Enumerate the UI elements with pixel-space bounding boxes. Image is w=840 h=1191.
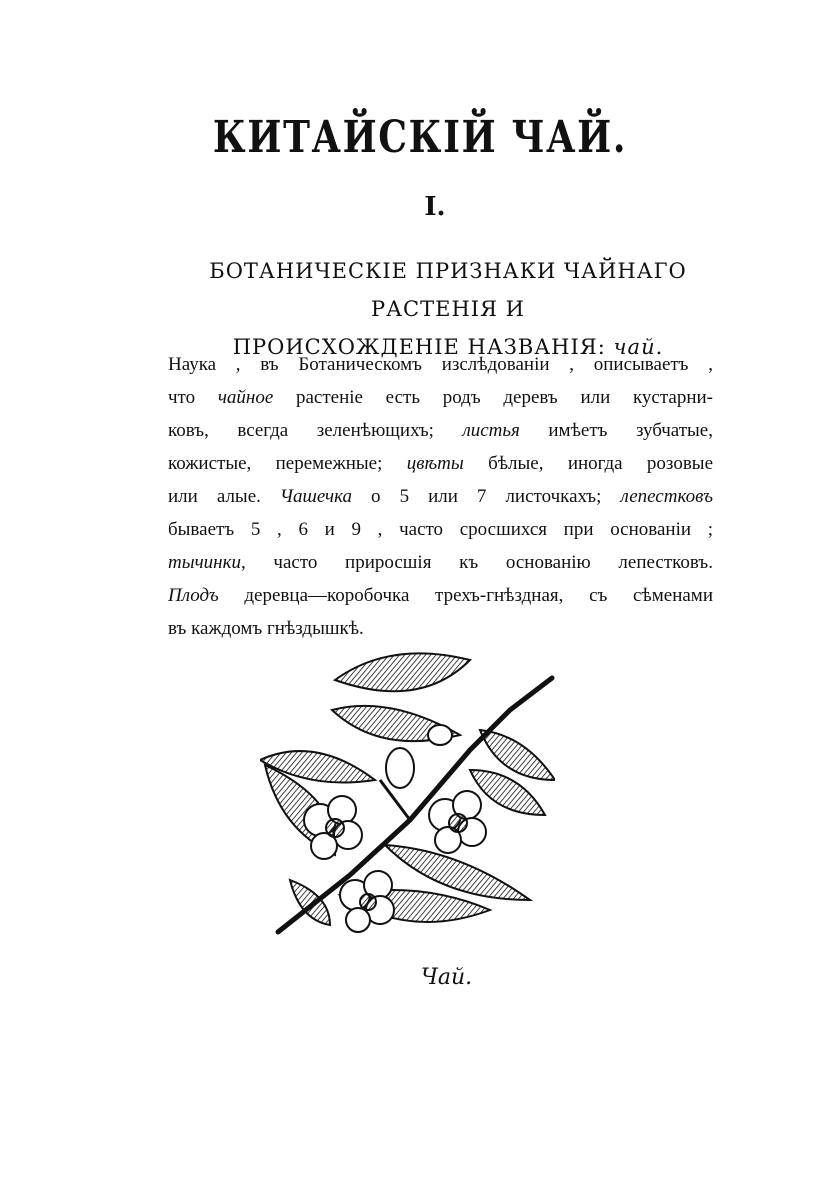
body-italic: тычинки	[168, 552, 241, 573]
body-line: Наука , въ Ботаническомъ изслѣдованіи , описываетъ ,	[168, 354, 713, 375]
body-text: , часто приросшія къ основанію лепестковъ.	[240, 552, 713, 573]
body-italic: Чашечка	[279, 486, 353, 507]
body-text: растеніе есть родъ деревъ или кустарни-	[273, 387, 713, 408]
body-text: бѣлые, иногда розовые	[463, 453, 713, 474]
body-text: деревца—коробочка трехъ-гнѣздная, съ сѣменами	[218, 585, 713, 606]
body-paragraph	[168, 348, 713, 645]
page-title: КИТАЙСКІЙ ЧАЙ.	[212, 112, 628, 163]
body-line	[168, 579, 713, 612]
body-text: имѣетъ зубчатые,	[519, 420, 713, 441]
subtitle-line-1: БОТАНИЧЕСКІЕ ПРИЗНАКИ ЧАЙНАГО РАСТЕНІЯ И	[209, 259, 687, 321]
body-italic: Плодъ	[168, 585, 219, 606]
body-text: или алые.	[168, 486, 280, 507]
tea-branch-illustration	[260, 640, 555, 945]
body-line	[168, 480, 713, 513]
subtitle-line-2-italic: чай.	[613, 335, 664, 359]
body-text: ковъ, всегда зеленѣющихъ;	[168, 420, 463, 441]
body-line	[168, 546, 713, 579]
body-line	[168, 381, 713, 414]
body-italic: чайное	[217, 387, 274, 408]
body-italic: цвѣты	[406, 453, 464, 474]
body-line	[168, 447, 713, 480]
body-line: въ каждомъ гнѣздышкѣ.	[168, 618, 364, 639]
body-text: о 5 или 7 листочкахъ;	[352, 486, 621, 507]
body-line	[168, 414, 713, 447]
subtitle-line-2-text: ПРОИСХОЖДЕНІЕ НАЗВАНІЯ:	[232, 335, 614, 359]
body-italic: листья	[462, 420, 520, 441]
body-text: кожистые, перемежные;	[168, 453, 407, 474]
body-italic: лепестковъ	[620, 486, 713, 507]
chapter-number: I.	[424, 192, 446, 222]
figure-caption: Чай.	[420, 965, 473, 990]
body-text: что	[168, 387, 218, 408]
tea-branch-icon	[260, 640, 555, 945]
body-line: бываетъ 5 , 6 и 9 , часто сросшихся при основаніи ;	[168, 519, 713, 540]
